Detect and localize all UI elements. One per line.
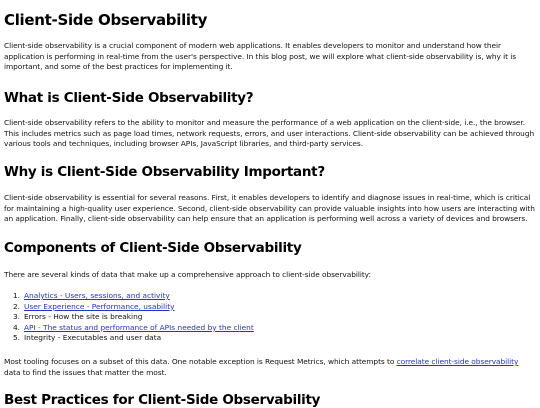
section-body-why: Client-side observability is essential for several reasons. First, it enables developers to identify and diagnose issues in real-time, which is critical for maintaining a high-quality user experience. Second, client-side observability can provide valuable insights into how users are interacting with an application. Finally, client-side observability can help ensure that an application is performing well across a variety of devices and browsers. bbox=[4, 193, 535, 224]
list-item-text: Integrity - Executables and user data bbox=[24, 333, 162, 343]
section-heading-what: What is Client-Side Observability? bbox=[4, 90, 254, 106]
user-experience-link[interactable]: User Experience - Performance, usability bbox=[24, 301, 175, 311]
list-item bbox=[4, 323, 524, 334]
list-item bbox=[4, 291, 524, 302]
list-number: 4. bbox=[12, 322, 20, 332]
list-item-text: Errors - How the site is breaking bbox=[24, 312, 143, 322]
section-body-what: Client-side observability refers to the ability to monitor and measure the performance of a web application on the client-side, i.e., the browser. This includes metrics such as page load times, network requests, errors, and user interactions. Client-side observability can be achieved through various tools and techniques, including browser APIs, JavaScript libraries, and third-party services. bbox=[4, 118, 535, 149]
analytics-link[interactable]: Analytics - Users, sessions, and activity bbox=[24, 291, 170, 300]
list-number: 3. bbox=[12, 312, 20, 322]
api-link[interactable]: API - The status and performance of APIs needed by the client bbox=[24, 322, 254, 332]
list-number: 5. bbox=[12, 333, 20, 343]
section-heading-why: Why is Client-Side Observability Important? bbox=[4, 164, 325, 180]
list-item bbox=[4, 333, 524, 344]
page-title: Client-Side Observability bbox=[4, 11, 208, 29]
closing-text-before: Most tooling focuses on a subset of this data. One notable exception is Request Metrics, which attempts to bbox=[4, 357, 397, 366]
section-heading-best: Best Practices for Client-Side Observability bbox=[4, 392, 321, 408]
closing-text-after: data to find the issues that matter the most. bbox=[4, 367, 167, 377]
components-list bbox=[4, 291, 524, 344]
list-item bbox=[4, 302, 524, 313]
intro-paragraph: Client-side observability is a crucial component of modern web applications. It enables developers to monitor and understand how their application is performing in real-time from the user's perspective. In this blog post, we will explore what client-side observability is, why it is important, and some of the best practices for implementing it. bbox=[4, 41, 517, 72]
section-heading-components: Components of Client-Side Observability bbox=[4, 240, 302, 256]
list-number: 2. bbox=[12, 301, 20, 311]
components-closing bbox=[4, 357, 536, 378]
list-number: 1. bbox=[12, 291, 20, 300]
components-lead: There are several kinds of data that make up a comprehensive approach to client-side observability: bbox=[4, 270, 371, 279]
list-item bbox=[4, 312, 524, 323]
correlate-link[interactable]: correlate client-side observability bbox=[396, 357, 519, 366]
